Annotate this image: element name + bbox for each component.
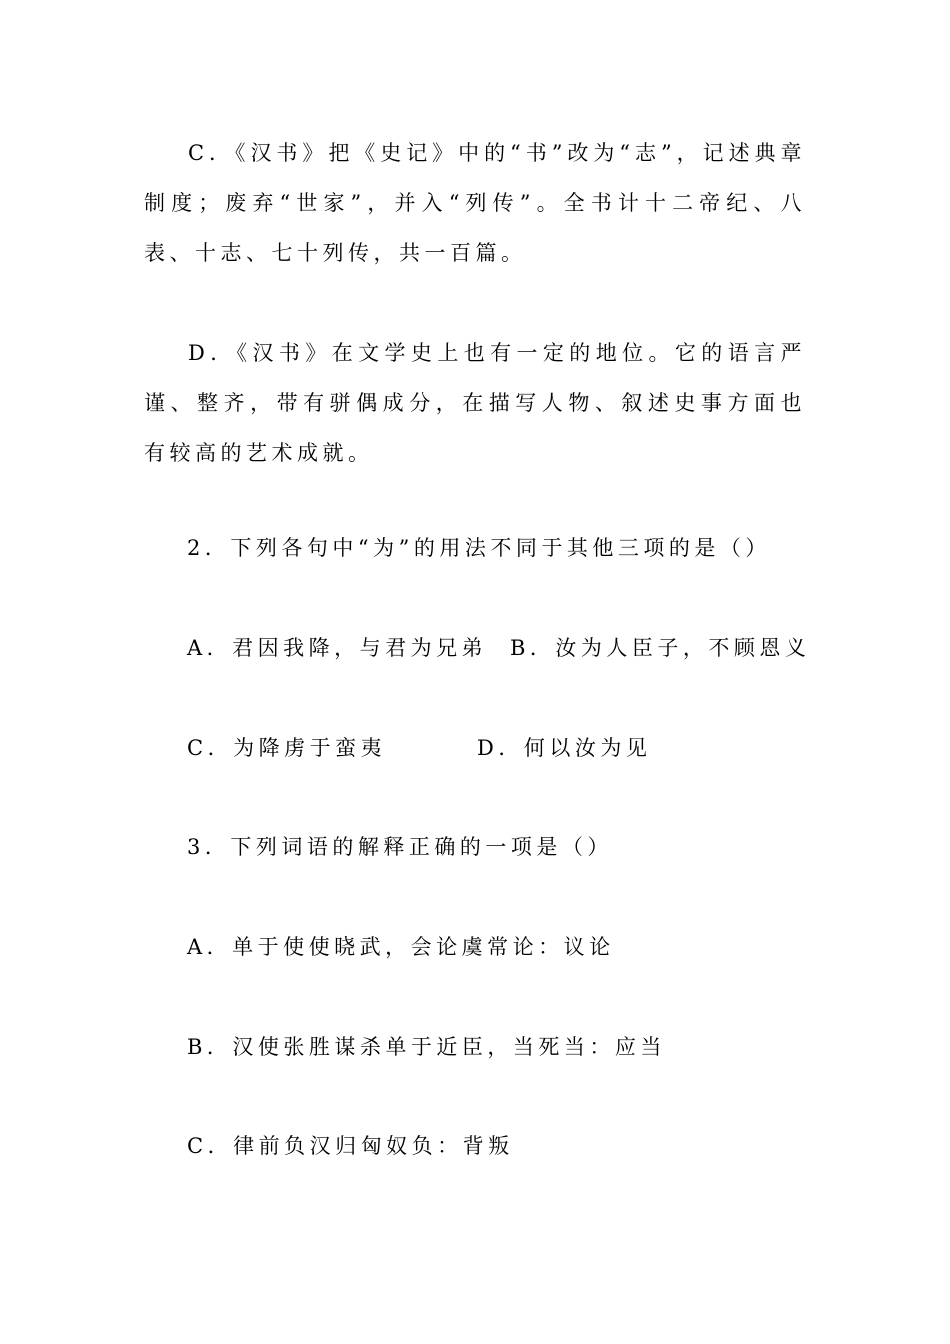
paragraph-option-d-text: D．《汉书》在文学史上也有一定的地位。它的语言严谨、整齐，带有骈偶成分，在描写人物、叙述史事方面也有较高的艺术成就。 bbox=[144, 341, 806, 465]
question-2-option-c: C．为降虏于蛮夷 bbox=[187, 736, 387, 760]
question-2-stem: 2．下列各句中“为”的用法不同于其他三项的是（） bbox=[187, 536, 771, 560]
question-3-option-b: B．汉使张胜谋杀单于近臣，当死当：应当 bbox=[187, 1035, 666, 1059]
paragraph-option-d bbox=[144, 328, 806, 478]
question-3-option-a: A．单于使使晓武，会论虞常论：议论 bbox=[187, 935, 615, 959]
paragraph-option-c bbox=[144, 128, 806, 278]
question-2-option-b: B．汝为人臣子，不顾恩义 bbox=[510, 636, 811, 660]
question-2-option-a: A．君因我降，与君为兄弟 bbox=[187, 636, 488, 660]
question-2-option-d: D．何以汝为见 bbox=[477, 736, 652, 760]
question-3-stem: 3．下列词语的解释正确的一项是（） bbox=[187, 835, 613, 859]
paragraph-option-c-text: C．《汉书》把《史记》中的“书”改为“志”，记述典章制度；废弃“世家”，并入“列传”。全书计十二帝纪、八表、十志、七十列传，共一百篇。 bbox=[144, 141, 806, 265]
question-3-option-c: C．律前负汉归匈奴负：背叛 bbox=[187, 1134, 514, 1158]
